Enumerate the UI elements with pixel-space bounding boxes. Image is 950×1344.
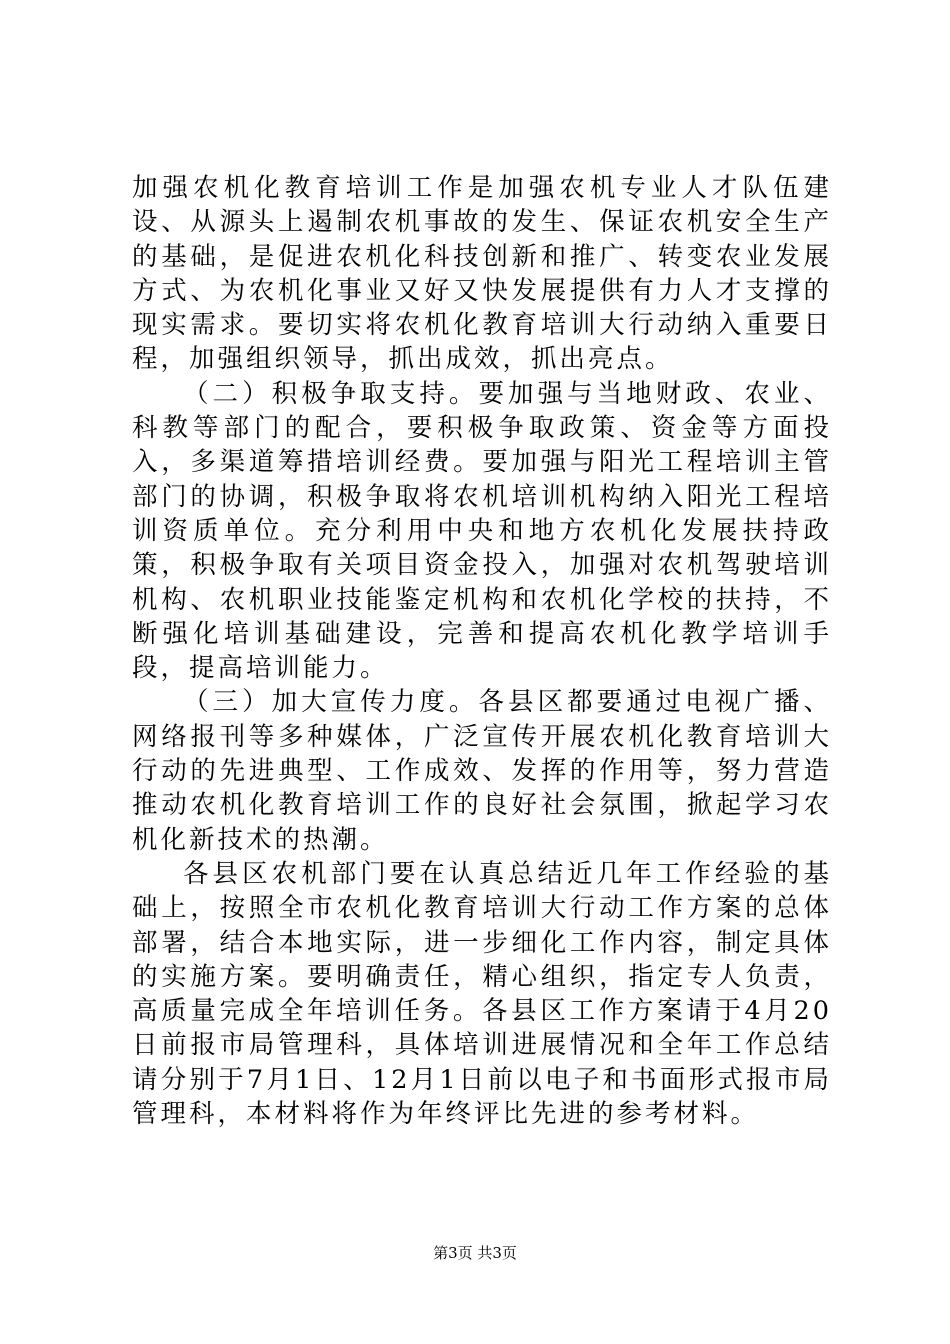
body-paragraph: 各县区农机部门要在认真总结近几年工作经验的基础上，按照全市农机化教育培训大行动工作方案的总体部署，结合本地实际，进一步细化工作内容，制定具体的实施方案。要明确责任，精心组织，指定专人负责，高质量完成全年培训任务。各县区工作方案请于4月20日前报市局管理科，具体培训进展情况和全年工作总结请分别于7月1日、12月1日前以电子和书面形式报市局管理科，本材料将作为年终评比先进的参考材料。 [132,858,832,1130]
body-paragraph: （三）加大宣传力度。各县区都要通过电视广播、网络报刊等多种媒体，广泛宣传开展农机化教育培训大行动的先进典型、工作成效、发挥的作用等，努力营造推动农机化教育培训工作的良好社会氛围，掀起学习农机化新技术的热潮。 [132,687,832,855]
document-body [132,171,832,1131]
body-paragraph: （二）积极争取支持。要加强与当地财政、农业、科教等部门的配合，要积极争取政策、资金等方面投入，多渠道筹措培训经费。要加强与阳光工程培训主管部门的协调，积极争取将农机培训机构纳入阳光工程培训资质单位。充分利用中央和地方农机化发展扶持政策，积极争取有关项目资金投入，加强对农机驾驶培训机构、农机职业技能鉴定机构和农机化学校的扶持，不断强化培训基础建设，完善和提高农机化教学培训手段，提高培训能力。 [132,378,832,684]
page-number: 第3页 共3页 [433,1244,517,1262]
page-footer [0,1243,950,1263]
body-paragraph: 加强农机化教育培训工作是加强农机专业人才队伍建设、从源头上遏制农机事故的发生、保证农机安全生产的基础，是促进农机化科技创新和推广、转变农业发展方式、为农机化事业又好又快发展提供有力人才支撑的现实需求。要切实将农机化教育培训大行动纳入重要日程，加强组织领导，抓出成效，抓出亮点。 [132,173,832,375]
